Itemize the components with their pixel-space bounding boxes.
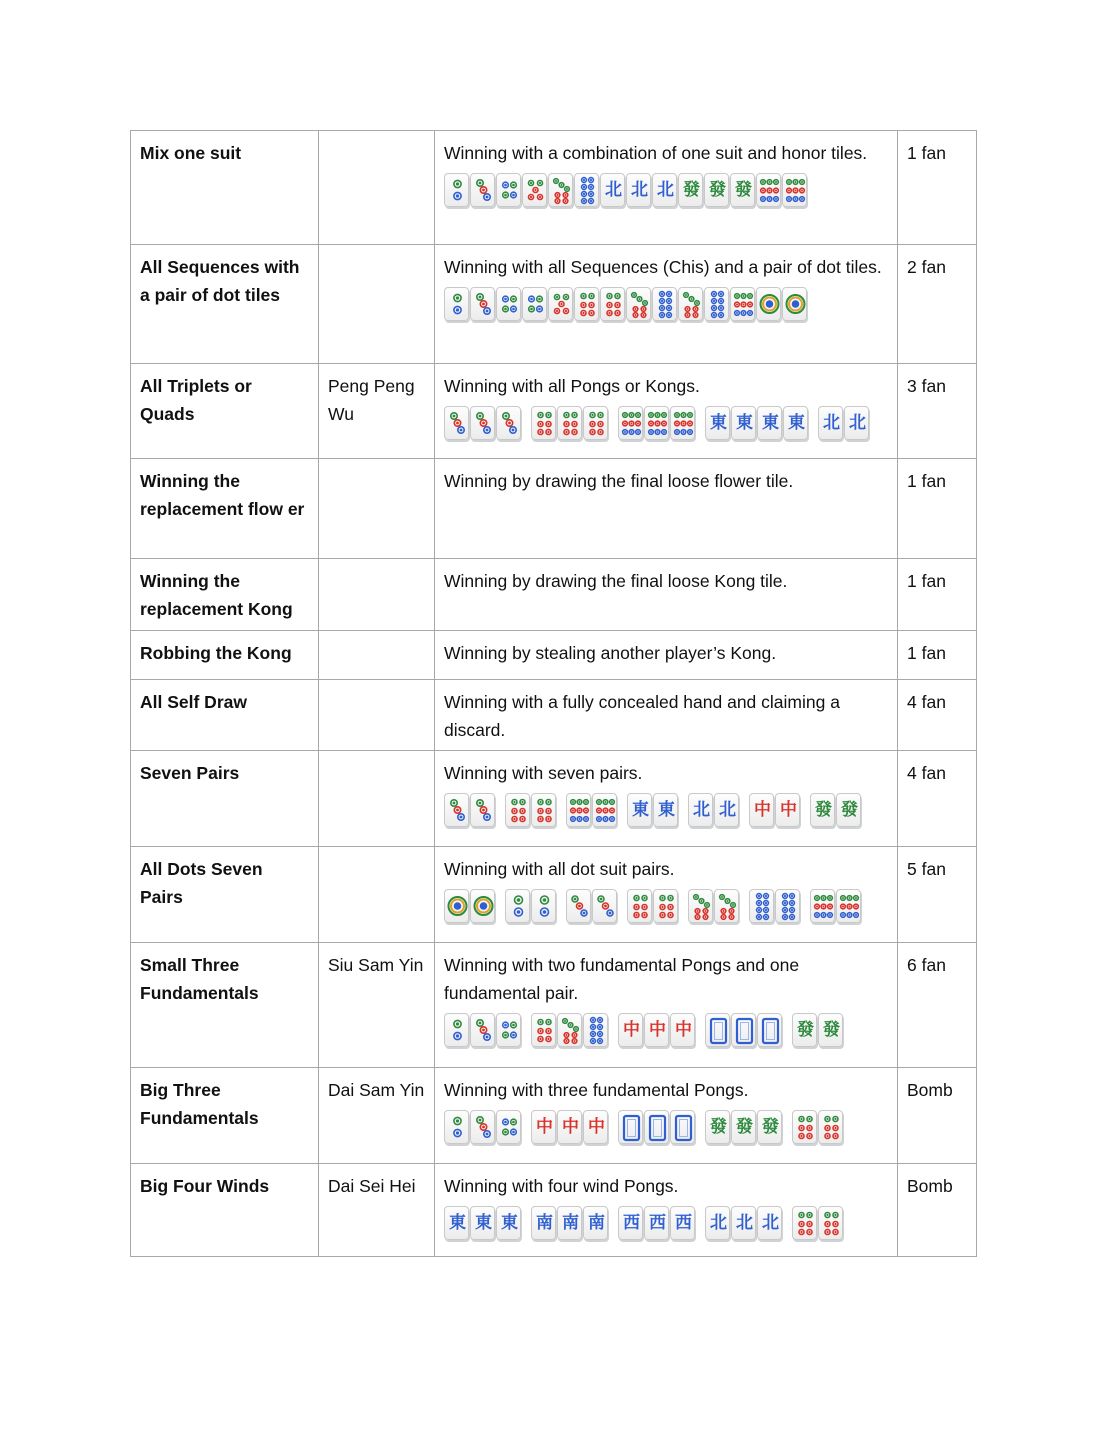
fan-value-text: 1 fan [907,571,946,591]
white-dragon-tile [618,1110,643,1144]
tile-example [444,404,888,442]
tile-example [444,887,888,925]
three-dot-tile [592,889,617,923]
five-dot-tile [548,287,573,321]
six-dot-tile [505,793,530,827]
east-wind-tile [496,1206,521,1240]
east-wind-tile [731,406,756,440]
red-dragon-tile-glyph: 中 [588,1117,605,1137]
hand-description-text: Winning by drawing the final loose Kong tile. [444,571,788,591]
west-wind-tile [670,1206,695,1240]
red-dragon-tile-glyph: 中 [780,800,797,820]
three-dot-tile [566,889,591,923]
red-dragon-tile [749,793,774,827]
red-dragon-tile [531,1110,556,1144]
hand-description-text: Winning by stealing another player’s Kong. [444,643,777,663]
hand-alias [319,364,435,459]
two-dot-tile [505,889,530,923]
fan-value-text: 1 fan [907,643,946,663]
hand-alias [319,847,435,943]
hand-description [435,364,898,459]
white-dragon-tile [757,1013,782,1047]
fan-value [898,1068,977,1164]
red-dragon-tile-glyph: 中 [754,800,771,820]
east-wind-tile [627,793,652,827]
green-dragon-tile [678,173,703,207]
six-dot-tile [583,406,608,440]
north-wind-tile [844,406,869,440]
tile-example [444,171,888,209]
fan-value [898,245,977,364]
six-dot-tile [557,406,582,440]
one-dot-tile [444,287,469,321]
east-wind-tile-glyph: 東 [762,413,779,433]
nine-dot-tile [730,287,755,321]
hand-alias [319,559,435,631]
six-dot-tile [653,889,678,923]
one-dot-large-tile [444,889,469,923]
green-dragon-tile [730,173,755,207]
eight-dot-tile [652,287,677,321]
north-wind-tile-glyph: 北 [736,1213,753,1233]
hand-description-text: Winning with all Pongs or Kongs. [444,376,700,396]
hand-name [131,847,319,943]
north-wind-tile [714,793,739,827]
hand-name-text: Seven Pairs [140,763,240,783]
fan-value-text: 2 fan [907,257,946,277]
six-dot-tile [792,1206,817,1240]
north-wind-tile-glyph: 北 [710,1213,727,1233]
hand-name-text: Big Three Fundamentals [140,1080,259,1128]
red-dragon-tile [775,793,800,827]
seven-dot-tile [678,287,703,321]
hand-alias [319,131,435,245]
hand-name [131,943,319,1068]
hand-alias [319,631,435,680]
rules-table-body [131,131,977,1257]
green-dragon-tile-glyph: 發 [841,800,858,820]
hand-description-text: Winning with a fully concealed hand and claiming a discard. [444,692,840,740]
hand-name-text: All Dots Seven Pairs [140,859,263,907]
red-dragon-tile-glyph: 中 [675,1020,692,1040]
hand-alias [319,751,435,847]
hand-description [435,1164,898,1257]
rule-row [131,847,977,943]
east-wind-tile [470,1206,495,1240]
hand-description [435,459,898,559]
six-dot-tile [792,1110,817,1144]
nine-dot-tile [618,406,643,440]
one-dot-large-tile [470,889,495,923]
red-dragon-tile [670,1013,695,1047]
fan-value-text: 1 fan [907,143,946,163]
hand-name [131,631,319,680]
green-dragon-tile-glyph: 發 [735,180,752,200]
hand-name-text: Winning the replacement Kong [140,571,293,619]
fan-value [898,847,977,943]
rule-row [131,364,977,459]
hand-name [131,1068,319,1164]
green-dragon-tile [818,1013,843,1047]
north-wind-tile-glyph: 北 [605,180,622,200]
fan-value-text: 4 fan [907,763,946,783]
two-dot-tile [531,889,556,923]
nine-dot-tile [756,173,781,207]
tile-example [444,1204,888,1242]
tile-example [444,1108,888,1146]
fan-value [898,1164,977,1257]
one-dot-tile [444,1013,469,1047]
rule-row [131,1164,977,1257]
one-dot-large-tile [756,287,781,321]
two-dot-tile [470,1110,495,1144]
hand-description [435,751,898,847]
fan-value-text: 6 fan [907,955,946,975]
four-dot-tile [496,173,521,207]
hand-alias-text: Dai Sei Hei [328,1176,416,1196]
fan-value-text: Bomb [907,1176,953,1196]
fan-value [898,131,977,245]
hand-description-text: Winning with three fundamental Pongs. [444,1080,749,1100]
east-wind-tile [783,406,808,440]
hand-name [131,245,319,364]
east-wind-tile-glyph: 東 [475,1213,492,1233]
six-dot-tile [627,889,652,923]
six-dot-tile [574,287,599,321]
east-wind-tile [444,1206,469,1240]
two-dot-tile [444,406,469,440]
rule-row [131,943,977,1068]
hand-description [435,1068,898,1164]
green-dragon-tile [810,793,835,827]
hand-name [131,1164,319,1257]
south-wind-tile-glyph: 南 [536,1213,553,1233]
tile-example [444,285,888,323]
two-dot-tile [470,287,495,321]
fan-value [898,364,977,459]
green-dragon-tile [731,1110,756,1144]
hand-description-text: Winning with all dot suit pairs. [444,859,675,879]
six-dot-tile [531,406,556,440]
seven-dot-tile [714,889,739,923]
north-wind-tile-glyph: 北 [719,800,736,820]
nine-dot-tile [836,889,861,923]
hand-name-text: Big Four Winds [140,1176,270,1196]
hand-alias [319,459,435,559]
nine-dot-tile [566,793,591,827]
fan-value-text: 3 fan [907,376,946,396]
east-wind-tile-glyph: 東 [632,800,649,820]
green-dragon-tile [704,173,729,207]
hand-description [435,131,898,245]
four-dot-tile [496,287,521,321]
six-dot-tile [818,1110,843,1144]
tile-example [444,791,888,829]
hand-name [131,559,319,631]
one-dot-large-tile [782,287,807,321]
hand-name-text: All Triplets or Quads [140,376,252,424]
hand-description [435,680,898,751]
fan-value [898,459,977,559]
red-dragon-tile-glyph: 中 [562,1117,579,1137]
eight-dot-tile [775,889,800,923]
north-wind-tile [757,1206,782,1240]
green-dragon-tile [792,1013,817,1047]
east-wind-tile-glyph: 東 [710,413,727,433]
fan-value-text: 5 fan [907,859,946,879]
north-wind-tile [688,793,713,827]
red-dragon-tile [644,1013,669,1047]
tile-example [444,1011,888,1049]
hand-description [435,559,898,631]
fan-value [898,559,977,631]
hand-name [131,459,319,559]
fan-value [898,680,977,751]
hand-description-text: Winning with all Sequences (Chis) and a pair of dot tiles. [444,257,882,277]
nine-dot-tile [670,406,695,440]
one-dot-tile [444,173,469,207]
green-dragon-tile-glyph: 發 [797,1020,814,1040]
four-dot-tile [496,1110,521,1144]
west-wind-tile-glyph: 西 [649,1213,666,1233]
east-wind-tile-glyph: 東 [658,800,675,820]
west-wind-tile [644,1206,669,1240]
green-dragon-tile-glyph: 發 [823,1020,840,1040]
rules-table [130,130,977,1257]
hand-alias [319,1068,435,1164]
hand-description-text: Winning with seven pairs. [444,763,643,783]
nine-dot-tile [782,173,807,207]
green-dragon-tile-glyph: 發 [762,1117,779,1137]
nine-dot-tile [810,889,835,923]
east-wind-tile-glyph: 東 [501,1213,518,1233]
seven-dot-tile [626,287,651,321]
north-wind-tile-glyph: 北 [849,413,866,433]
hand-name-text: All Sequences with a pair of dot tiles [140,257,300,305]
fan-value-text: 4 fan [907,692,946,712]
six-dot-tile [818,1206,843,1240]
hand-description-text: Winning with a combination of one suit and honor tiles. [444,143,868,163]
hand-alias [319,1164,435,1257]
south-wind-tile-glyph: 南 [562,1213,579,1233]
hand-name [131,680,319,751]
green-dragon-tile [705,1110,730,1144]
east-wind-tile-glyph: 東 [788,413,805,433]
east-wind-tile [705,406,730,440]
hand-alias [319,680,435,751]
hand-alias-text: Peng Peng Wu [328,376,415,424]
six-dot-tile [531,793,556,827]
south-wind-tile [531,1206,556,1240]
north-wind-tile-glyph: 北 [657,180,674,200]
eight-dot-tile [583,1013,608,1047]
hand-name-text: Small Three Fundamentals [140,955,259,1003]
rule-row [131,459,977,559]
eight-dot-tile [749,889,774,923]
north-wind-tile-glyph: 北 [762,1213,779,1233]
green-dragon-tile-glyph: 發 [683,180,700,200]
rule-row [131,751,977,847]
one-dot-tile [444,1110,469,1144]
fan-value-text: 1 fan [907,471,946,491]
two-dot-tile [470,1013,495,1047]
rule-row [131,131,977,245]
green-dragon-tile-glyph: 發 [709,180,726,200]
green-dragon-tile [836,793,861,827]
red-dragon-tile-glyph: 中 [623,1020,640,1040]
hand-name-text: Winning the replacement flow er [140,471,305,519]
white-dragon-tile [644,1110,669,1144]
rule-row [131,1068,977,1164]
north-wind-tile [626,173,651,207]
east-wind-tile [653,793,678,827]
hand-name [131,751,319,847]
red-dragon-tile [618,1013,643,1047]
nine-dot-tile [592,793,617,827]
hand-description [435,847,898,943]
hand-name-text: Robbing the Kong [140,643,292,663]
hand-alias-text: Dai Sam Yin [328,1080,425,1100]
west-wind-tile-glyph: 西 [623,1213,640,1233]
north-wind-tile-glyph: 北 [631,180,648,200]
hand-description-text: Winning with four wind Pongs. [444,1176,679,1196]
east-wind-tile-glyph: 東 [736,413,753,433]
rule-row [131,559,977,631]
four-dot-tile [496,1013,521,1047]
eight-dot-tile [704,287,729,321]
rule-row [131,680,977,751]
red-dragon-tile-glyph: 中 [536,1117,553,1137]
north-wind-tile-glyph: 北 [823,413,840,433]
hand-description-text: Winning by drawing the final loose flower tile. [444,471,794,491]
hand-name [131,364,319,459]
white-dragon-tile [731,1013,756,1047]
green-dragon-tile-glyph: 發 [815,800,832,820]
north-wind-tile [705,1206,730,1240]
two-dot-tile [496,406,521,440]
six-dot-tile [600,287,625,321]
seven-dot-tile [557,1013,582,1047]
hand-name-text: All Self Draw [140,692,247,712]
north-wind-tile-glyph: 北 [693,800,710,820]
two-dot-tile [444,793,469,827]
two-dot-tile [470,173,495,207]
fan-value-text: Bomb [907,1080,953,1100]
hand-description [435,631,898,680]
two-dot-tile [470,793,495,827]
red-dragon-tile [583,1110,608,1144]
rule-row [131,631,977,680]
fan-value [898,631,977,680]
seven-dot-tile [548,173,573,207]
hand-alias [319,943,435,1068]
south-wind-tile-glyph: 南 [588,1213,605,1233]
white-dragon-tile [705,1013,730,1047]
hand-description [435,943,898,1068]
hand-alias-text: Siu Sam Yin [328,955,424,975]
east-wind-tile-glyph: 東 [449,1213,466,1233]
west-wind-tile-glyph: 西 [675,1213,692,1233]
north-wind-tile [818,406,843,440]
fan-value [898,943,977,1068]
five-dot-tile [522,173,547,207]
white-dragon-tile [670,1110,695,1144]
east-wind-tile [757,406,782,440]
two-dot-tile [470,406,495,440]
hand-name [131,131,319,245]
hand-alias [319,245,435,364]
red-dragon-tile-glyph: 中 [649,1020,666,1040]
hand-description [435,245,898,364]
rule-row [131,245,977,364]
north-wind-tile [731,1206,756,1240]
hand-description-text: Winning with two fundamental Pongs and one fundamental pair. [444,955,800,1003]
north-wind-tile [652,173,677,207]
south-wind-tile [583,1206,608,1240]
green-dragon-tile-glyph: 發 [736,1117,753,1137]
green-dragon-tile-glyph: 發 [710,1117,727,1137]
south-wind-tile [557,1206,582,1240]
green-dragon-tile [757,1110,782,1144]
six-dot-tile [531,1013,556,1047]
red-dragon-tile [557,1110,582,1144]
north-wind-tile [600,173,625,207]
hand-name-text: Mix one suit [140,143,242,163]
west-wind-tile [618,1206,643,1240]
seven-dot-tile [688,889,713,923]
four-dot-tile [522,287,547,321]
nine-dot-tile [644,406,669,440]
fan-value [898,751,977,847]
eight-dot-tile [574,173,599,207]
